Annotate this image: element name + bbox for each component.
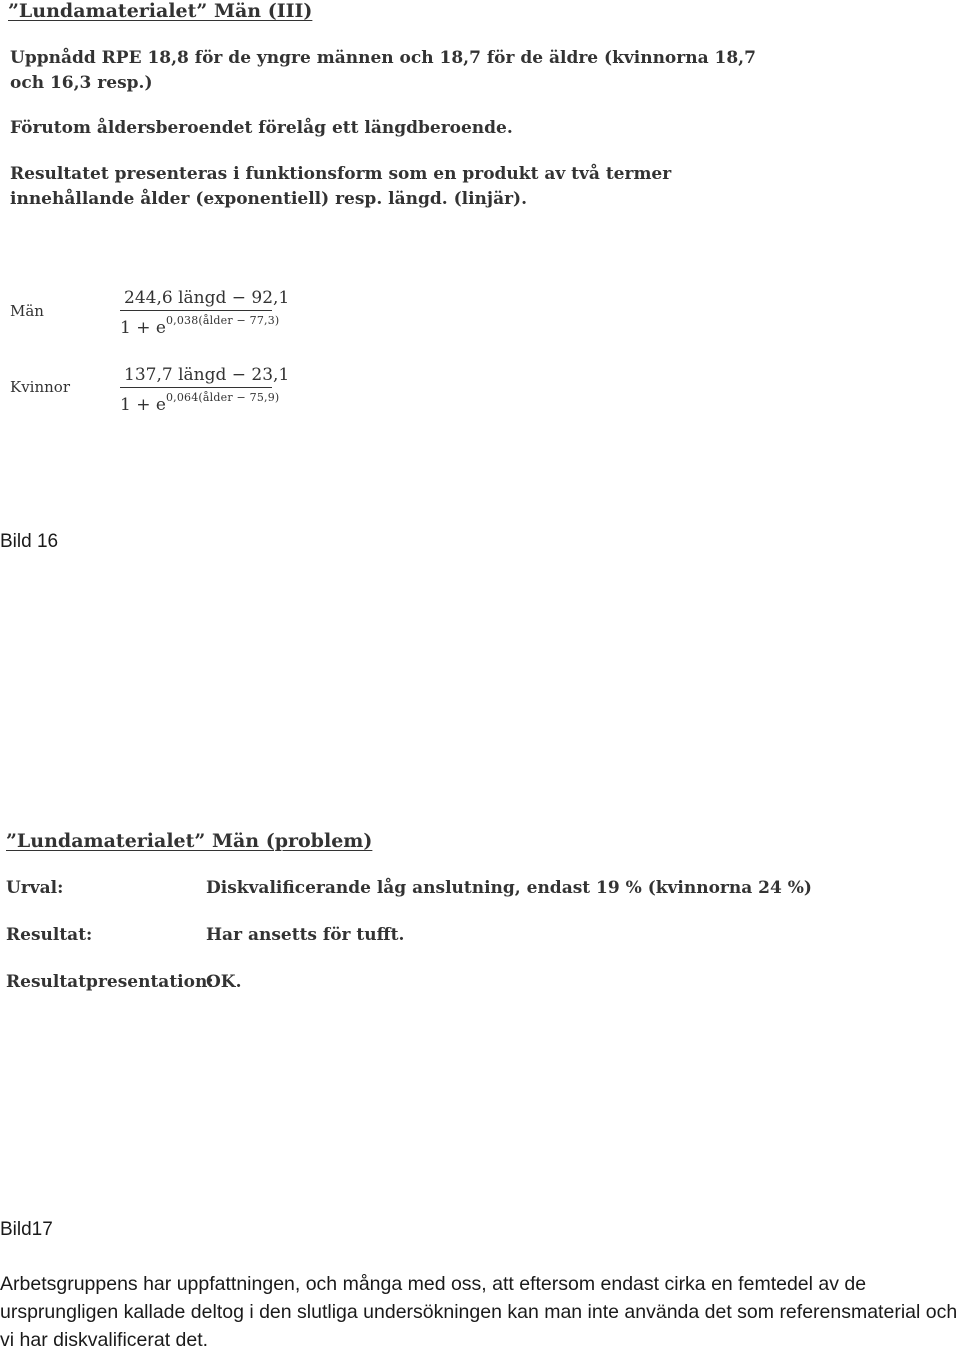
formula-man [120,288,289,338]
slide16-paragraph-rpe: Uppnådd RPE 18,8 för de yngre männen och 18,7 för de äldre (kvinnorna 18,7 och 16,3 resp.) [10,48,756,93]
formula-man-denominator-base: 1 + e [120,318,166,338]
formula-kvinnor-denominator [120,391,289,415]
resultatpresentation-value: OK. [206,972,242,992]
formula-man-numerator: 244,6 längd − 92,1 [124,288,290,308]
resultatpresentation-label: Resultatpresentation: [6,972,214,992]
formula-kvinnor [120,365,289,415]
resultat-label: Resultat: [6,925,93,945]
formula-label-kvinnor: Kvinnor [10,378,70,396]
formula-man-denominator [120,314,289,338]
caption-bild-17: Bild17 [0,1219,53,1240]
body-paragraph: Arbetsgruppens har uppfattningen, och många med oss, att eftersom endast cirka en femtedel av de ursprungligen kallade deltog i den slutliga undersökningen kan man inte använda det som referensmaterial och vi har diskvalificerat det. [0,1273,958,1351]
formula-label-man: Män [10,302,44,320]
slide16-title: ”Lundamaterialet” Män (III) [8,0,313,22]
formula-kvinnor-denominator-base: 1 + e [120,395,166,415]
formula-kvinnor-exponent: 0,064(ålder − 75,9) [165,391,280,404]
fraction-bar [120,310,272,311]
slide16-paragraph-funktionsform: Resultatet presenteras i funktionsform som en produkt av två termer innehållande ålder (exponentiell) resp. längd. (linjär). [10,164,672,209]
resultat-value: Har ansetts för tufft. [206,925,405,945]
slide17-title: ”Lundamaterialet” Män (problem) [6,830,373,852]
slide16-paragraph-langd: Förutom åldersberoendet förelåg ett längdberoende. [10,118,513,138]
formula-kvinnor-numerator: 137,7 längd − 23,1 [124,365,290,385]
urval-value: Diskvalificerande låg anslutning, endast 19 % (kvinnorna 24 %) [206,878,812,898]
urval-label: Urval: [6,878,64,898]
caption-bild-16: Bild 16 [0,531,59,552]
formula-man-exponent: 0,038(ålder − 77,3) [165,314,280,327]
fraction-bar [120,387,272,388]
